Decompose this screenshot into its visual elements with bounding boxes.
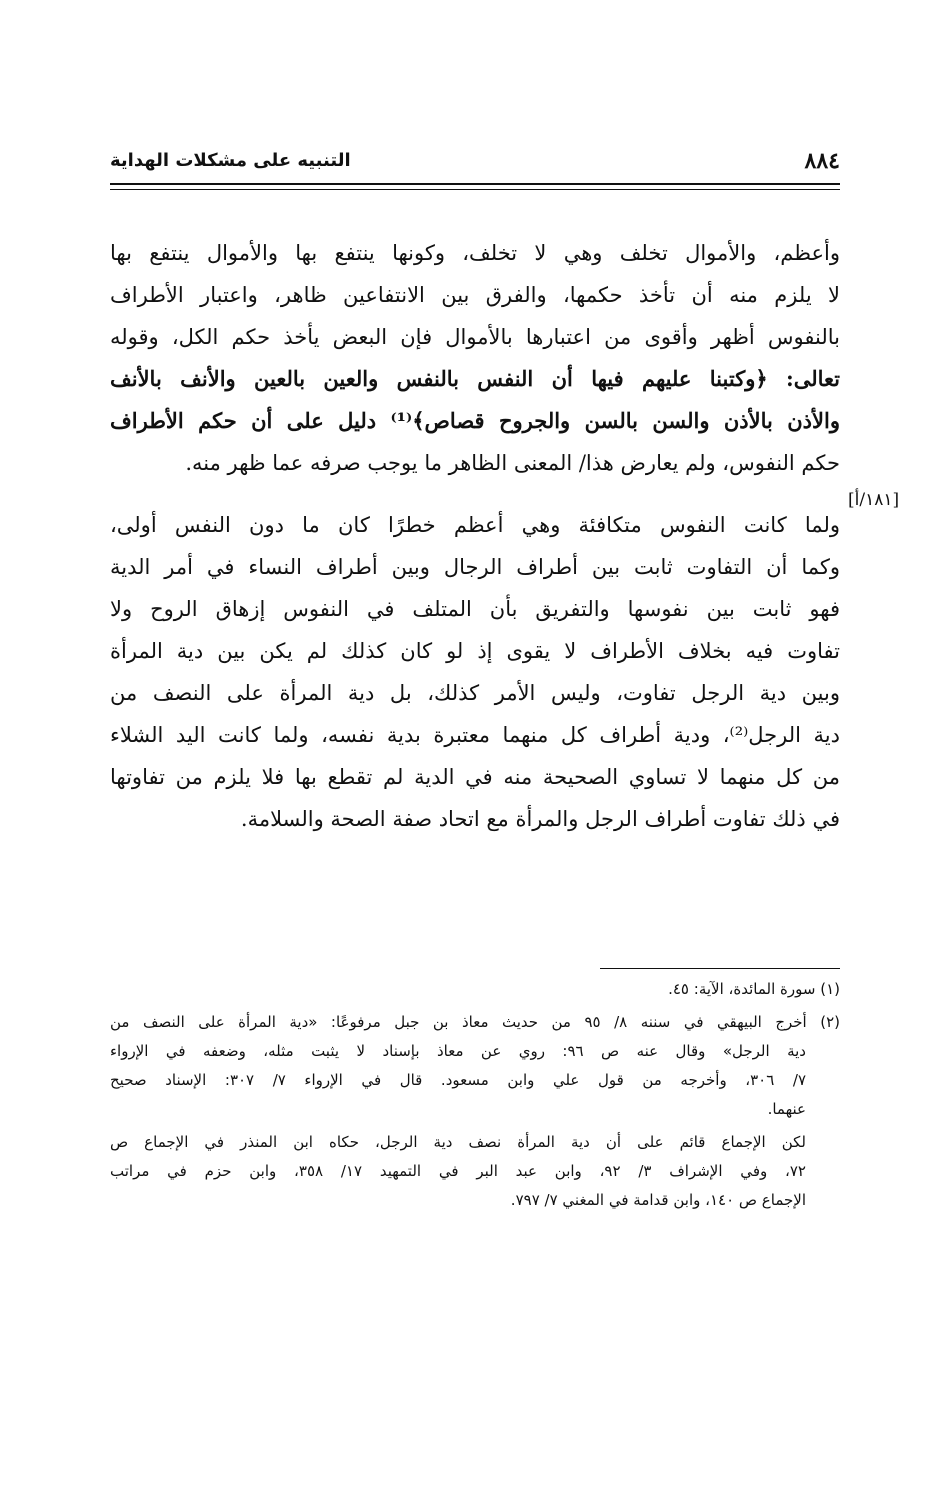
footnotes [110, 975, 840, 1215]
running-header [110, 148, 840, 180]
text-line: في ذلك تفاوت أطراف الرجل والمرأة مع اتحاد صفة الصحة والسلامة. [240, 807, 840, 831]
paragraph-1 [110, 232, 840, 484]
page-number: ٨٨٤ [804, 148, 840, 174]
footnote-line: (١) سورة المائدة، الآية: ٤٥. [668, 980, 840, 998]
manuscript-folio-reference: [١٨١/أ] [848, 490, 900, 510]
header-rule-thin [110, 189, 840, 190]
footnote-line: ٧٢، وفي الإشراف ٣/ ٩٢، وابن عبد البر في التمهيد ١٧/ ٣٥٨، وابن حزم في مراتب [110, 1162, 806, 1180]
text-line: حكم النفوس، ولم يعارض هذا/ المعنى الظاهر ما يوجب صرفه عما ظهر منه. [185, 451, 840, 475]
text-line: لا يلزم منه أن تأخذ حكمها، والفرق بين الانتفاعين ظاهر، واعتبار الأطراف [110, 283, 840, 307]
footnote-line: ٧/ ٣٠٦، وأخرجه من قول علي وابن مسعود. قال في الإرواء ٧/ ٣٠٧: الإسناد صحيح [110, 1071, 807, 1089]
paragraph-2 [110, 504, 840, 840]
book-title: التنبيه على مشكلات الهداية [110, 150, 351, 171]
text-line: وكما أن التفاوت ثابت بين أطراف الرجال وبين أطراف النساء في أمر الدية [110, 555, 840, 579]
text-line: بالنفوس أظهر وأقوى من اعتبارها بالأموال فإن البعض يأخذ حكم الكل، وقوله [110, 325, 840, 349]
footnote-line: (٢) أخرج البيهقي في سننه ٨/ ٩٥ من حديث معاذ بن جبل مرفوعًا: «دية المرأة على النصف من [110, 1013, 840, 1031]
text-line: ولما كانت النفوس متكافئة وهي أعظم خطرًا كان ما دون النفس أولى، [110, 513, 840, 537]
main-text [110, 232, 840, 840]
quran-verse-line: والأذن بالأذن والسن بالسن والجروح قصاص﴾⁽¹⁾ دليل على أن حكم الأطراف [110, 408, 840, 433]
text-line: وأعظم، والأموال تخلف وهي لا تخلف، وكونها ينتفع بها والأموال ينتفع بها [110, 241, 840, 265]
footnote-1 [110, 975, 840, 1004]
footnote-line: عنهما. [767, 1100, 806, 1118]
text-line: تفاوت فيه بخلاف الأطراف لا يقوى إذ لو كان كذلك لم يكن بين دية المرأة [110, 639, 840, 663]
footnote-line: دية الرجل» وقال عنه ص ٩٦: روي عن معاذ بإسناد لا يثبت مثله، وضعفه في الإرواء [110, 1042, 806, 1060]
header-rule-thick [110, 183, 840, 185]
text-line: فهو ثابت بين نفوسها والتفريق بأن المتلف في النفوس إزهاق الروح ولا [110, 597, 840, 621]
footnote-line: لكن الإجماع قائم على أن دية المرأة نصف دية الرجل، حكاه ابن المنذر في الإجماع ص [110, 1133, 806, 1151]
text-line: دية الرجل⁽²⁾، ودية أطراف كل منهما معتبرة بدية نفسه، ولما كانت اليد الشلاء [110, 723, 840, 747]
footnote-2-continued [110, 1128, 840, 1215]
footnote-2 [110, 1008, 840, 1124]
footnote-separator [600, 968, 840, 969]
text-line: وبين دية الرجل تفاوت، وليس الأمر كذلك، بل دية المرأة على النصف من [110, 681, 840, 705]
quran-verse-line: تعالى: ﴿وكتبنا عليهم فيها أن النفس بالنفس والعين بالعين والأنف بالأنف [110, 366, 840, 391]
footnote-line: الإجماع ص ١٤٠، وابن قدامة في المغني ٧/ ٧٩٧. [510, 1191, 806, 1209]
text-line: من كل منهما لا تساوي الصحيحة منه في الدية لم تقطع بها فلا يلزم من تفاوتها [110, 765, 840, 789]
